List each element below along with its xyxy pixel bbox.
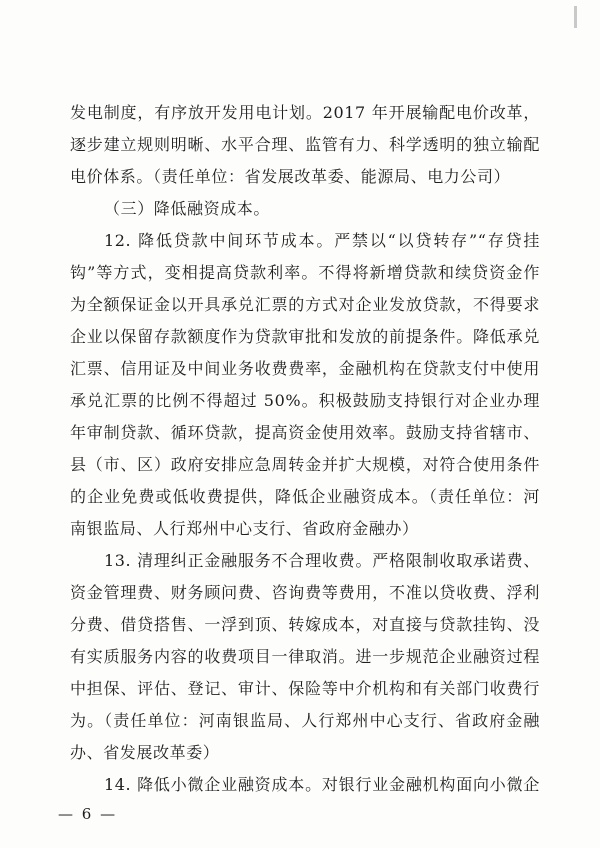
- body-line-2: 逐步建立规则明晰、水平合理、监管有力、科学透明的独立输配: [70, 135, 540, 154]
- item-12-first-line: 12. 降低贷款中间环节成本。严禁以“以贷转存”“存贷挂: [104, 231, 540, 250]
- body-line-17: 分费、借贷搭售、一浮到顶、转嫁成本，对直接与贷款挂钩、没: [70, 615, 540, 634]
- item-14-first-line: 14. 降低小微企业融资成本。对银行业金融机构面向小微企: [104, 775, 540, 794]
- item-13-first-line: 13. 清理纠正金融服务不合理收费。严格限制收取承诺费、: [104, 551, 540, 570]
- body-line-21: 办、省发展改革委）: [70, 743, 220, 762]
- body-line-7: 为全额保证金以开具承兑汇票的方式对企业发放贷款，不得要求: [70, 295, 540, 314]
- body-line-20: 为。（责任单位：河南银监局、人行郑州中心支行、省政府金融: [70, 711, 540, 730]
- body-line-3: 电价体系。（责任单位：省发展改革委、能源局、电力公司）: [70, 167, 511, 186]
- body-line-9: 汇票、信用证及中间业务收费费率，金融机构在贷款支付中使用: [70, 359, 540, 378]
- body-line-11: 年审制贷款、循环贷款，提高资金使用效率。鼓励支持省辖市、: [70, 423, 540, 442]
- body-line-18: 有实质服务内容的收费项目一律取消。进一步规范企业融资过程: [70, 647, 540, 666]
- body-line-6: 钩”等方式，变相提高贷款利率。不得将新增贷款和续贷资金作: [70, 263, 540, 282]
- section-heading: （三）降低融资成本。: [104, 199, 271, 218]
- body-line-16: 资金管理费、财务顾问费、咨询费等费用，不准以贷收费、浮利: [70, 583, 540, 602]
- body-line-19: 中担保、评估、登记、审计、保险等中介机构和有关部门收费行: [70, 679, 540, 698]
- scan-margin-mark: [574, 6, 577, 28]
- body-line-1: 发电制度，有序放开发用电计划。2017 年开展输配电价改革，: [70, 103, 540, 122]
- body-line-12: 县（市、区）政府安排应急周转金并扩大规模，对符合使用条件: [70, 455, 540, 474]
- body-line-8: 企业以保留存款额度作为贷款审批和发放的前提条件。降低承兑: [70, 327, 540, 346]
- body-line-14: 南银监局、人行郑州中心支行、省政府金融办）: [70, 519, 419, 538]
- page-number: — 6 —: [58, 805, 118, 823]
- body-line-10: 承兑汇票的比例不得超过 50%。积极鼓励支持银行对企业办理: [70, 391, 540, 410]
- body-line-13: 的企业免费或低收费提供，降低企业融资成本。（责任单位：河: [70, 487, 540, 506]
